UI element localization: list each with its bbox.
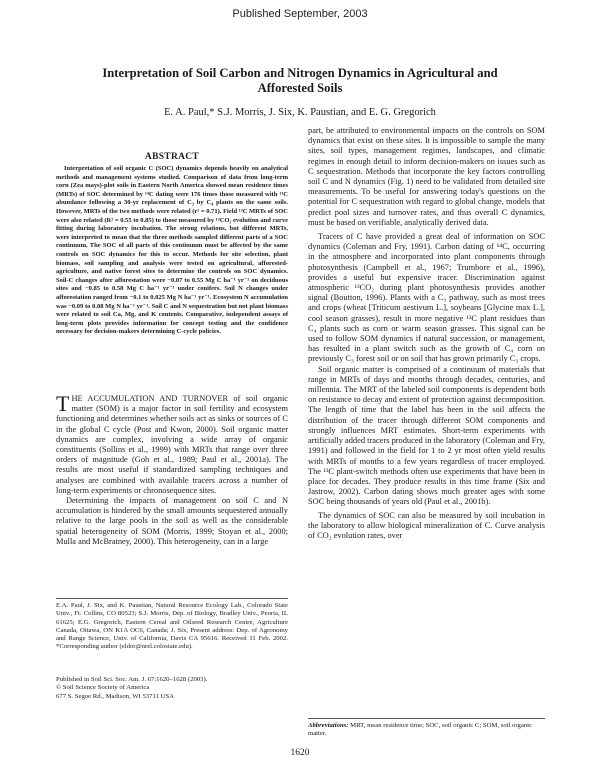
abstract-heading: ABSTRACT [144,152,200,162]
right-paragraph-4: The dynamics of SOC can also be measured by soil incubation in the laboratory to allow biological mineralization of C. Curve analysis of CO₂ evolution rates, over [308,510,545,540]
abbreviations-label: Abbreviations: [308,722,349,729]
abstract-text: Interpretation of soil organic C (SOC) dynamics depends heavily on analytical methods and management systems studied. Comparison of data from long-term corn (Zea mays)-plot soils in Eastern North America showed mean residence times (MRTs) of SOC determined by ¹⁴C dating were 176 times those measured with ¹³C abundance following a 30-yr replacement of C₃ by C₄ plants on the same soils. However, MRTs of the two methods were related (r² = 0.71). Field ¹³C MRTs of SOC were also related (R² = 0.55 to 0.85) to those measured by ¹³CO₂ evolution and curve fitting during laboratory incubation. The strong relations, but different MRTs, were interpreted to mean that the three methods sampled different parts of a SOC continuum. The SOC of all parts of this continuum must be affected by the same controls on SOC dynamics for this to occur. Methods for site selection, plant biomass, soil sampling and analysis were tested on agricultural, afforested-agriculture, and native forest sites to determine the controls on SOC dynamics. Soil-C changes after afforestation were −0.07 to 0.55 Mg C ha⁻¹ yr⁻¹ on deciduous sites and −0.85 to 0.58 Mg C ha⁻¹ yr⁻¹ under conifers. Soil N changes under afforestation ranged from −0.1 to 0.025 Mg N ha⁻¹ yr⁻¹. Ecosystem N accumulation was −0.09 to 0.08 Mg N ha⁻¹ yr⁻¹. Soil C and N sequestration but not plant biomass were related to soil Ca, Mg, and K contents. Comparative, independent assays of long-term plots provides information for concept testing and the confidence necessary for decision-makers determining C-cycle policies. [56,165,288,336]
abbreviations-note [308,722,545,739]
publisher-address: 677 S. Segoe Rd., Madison, WI 53711 USA [56,692,174,700]
page-number: 1620 [290,748,310,758]
intro-paragraph-2: Determining the impacts of management on soil C and N accumulation is hindered by the small amounts sequestered annually relative to the large pools in the soil as well as the considerable spatial heterogeneity of SOM (Morris, 1999; Stoyan et al., 2000; Mulla and McBratney, 2000). This heterogeneity, can in a large [56,496,288,546]
right-paragraph-2: Tracers of C have provided a great deal of information on SOC dynamics (Coleman and Fry, 1991). Carbon dating of ¹⁴C, occurring in the atmosphere and incorporated into plant components through photosynthesis (Campbell et al., 1967; Trumbore et al., 1996), provides a useful but expensive tracer. Discrimination against atmospheric ¹³CO₂ during plant photosynthesis provides another signal (Boutton, 1996). Plants with a C₃ pathway, such as most trees and crops (wheat [Triticum aestivum L.], soybeans [Glycine max L.], cool season grasses), result in more negative ¹³C plant residues than C₄ plants such as corn or warm season grasses. This signal can be used to follow SOM dynamics if natural succession, or management, has resulted in a plant switch such as the growth of C₄ corn on previously C₃ forest soil or on soil that has grown primarily C₃ crops. [308,232,545,364]
published-date: Published September, 2003 [232,8,368,20]
intro-lead-caps: HE ACCUMULATION AND TURNOVER [71,394,229,403]
intro-paragraph-1 [56,391,289,496]
footnote-divider [56,598,288,599]
publication-info [56,676,288,701]
publication-citation: Published in Soil Sci. Soc. Am. J. 67:1620–1628 (2003). [56,676,208,683]
introduction [56,391,289,547]
copyright-line: © Soil Science Society of America [56,684,150,692]
right-paragraph-1: part, be attributed to environmental impacts on the controls on SOM dynamics that exist on these sites. It is impossible to sample the many sites, soil types, management regimes, landscapes, and climatic regimes in enough detail to inform decision-makers on issues such as C sequestration. Methods that incorporate the key factors controlling soil C and N dynamics (Fig. 1) need to be validated from detailed site measurements. To be useful for answering today's questions on the potential for C sequestration with regard to global change, models that predict pool sizes and turnover rates, and thus overall C dynamics, must be based on verifiable, analytically derived data. [308,126,545,227]
author-list: E. A. Paul,* S.J. Morris, J. Six, K. Paustian, and E. G. Gregorich [164,107,436,118]
intro-paragraph-1-text: of soil organic matter (SOM) is a major factor in soil fertility and ecosystem functioning and determines whether soils act as sinks or sources of C in the global C cycle (Post and Kwon, 2000). Soil organic matter dynamics are complex, involving a wide array of organic constituents (Sollins et al., 1999) with MRTs that range over three orders of magnitude (Goh et al., 1989; Paul et al., 2001a). The results are most useful if standardized sampling techniques and analyses are combined with available tracers across a number of long-term experiments or chronosequence sites. [56,394,289,495]
article-title: Interpretation of Soil Carbon and Nitrogen Dynamics in Agricultural and Afforested Soils [102,66,498,95]
author-affiliations: E.A. Paul, J. Six, and K. Paustian, Natural Resource Ecology Lab., Colorado State Univ., Ft. Collins, CO 80523; S.J. Morris, Dep. of Biology, Bradley Univ., Peoria, IL 61625; E.G. Gregorich, Eastern Cereal and Oilseed Research Centre, Agriculture Canada, Ottawa, ON K1A OC6, Canada; J. Six, Present address: Dep. of Agronomy and Range Science, Univ. of California, Davis CA 95616. Received 11 Feb. 2002. *Corresponding author (eldor@nrel.colostate.edu). [56,602,288,651]
right-column [308,126,545,541]
abbreviations-divider [308,718,545,719]
drop-cap: T [56,391,70,416]
abstract-section [56,152,288,337]
abbreviations-text: MRT, mean residence time; SOC, soil organic C; SOM, soil organic matter. [308,722,532,738]
right-paragraph-3: Soil organic matter is comprised of a continuum of materials that range in MRTs of days and months through decades, centuries, and millennia. The MRT of the labeled soil components is dependent both on resistance to decay and extent of protection against decomposition. The length of time that the label has been in the soil affects the distribution of the tracer through different SOM components and strongly influences MRT estimates. Short-term experiments with artificially added tracers produced in the laboratory (Coleman and Fry, 1991) and followed in the field for 1 to 2 yr most often yield results with MRTs of months to a few years regardless of tracer employed. The ¹³C plant-switch methods often use experiments that have been in place for decades. They produce results in this time frame (Six and Jastrow, 2002). Carbon dating shows much greater ages with some SOC being thousands of years old (Paul et al., 2001b). [308,364,545,507]
